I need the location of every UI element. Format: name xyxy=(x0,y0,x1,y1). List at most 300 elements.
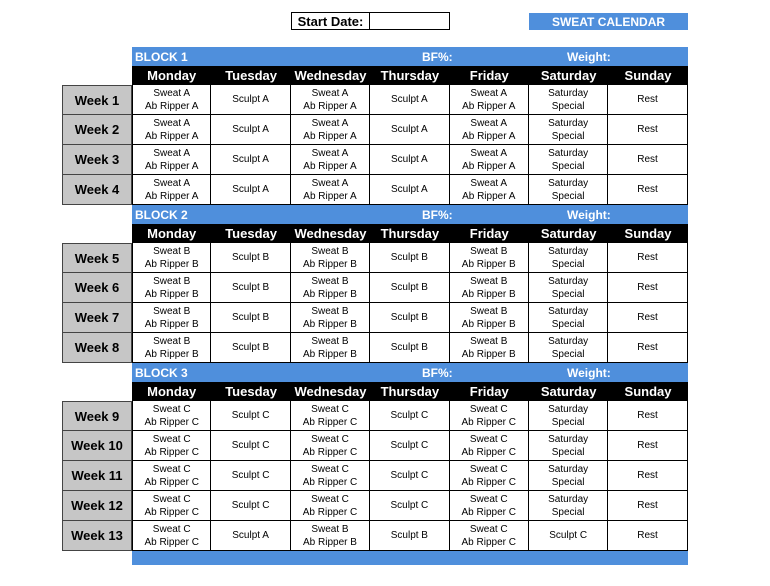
workout-line: Sweat C xyxy=(152,523,191,535)
workout-line: Sculpt B xyxy=(390,530,428,541)
workout-cell[interactable] xyxy=(132,333,211,363)
workout-line: Sweat A xyxy=(311,177,349,189)
day-header: Thursday xyxy=(380,384,440,399)
workout-line: Saturday xyxy=(548,275,589,287)
workout-line: Ab Ripper C xyxy=(461,506,516,518)
workout-cell[interactable] xyxy=(450,145,529,175)
workout-line: Sculpt C xyxy=(390,500,429,511)
workout-line: Sweat A xyxy=(311,87,349,99)
day-header: Monday xyxy=(147,226,197,241)
workout-line: Sweat A xyxy=(153,177,191,189)
workout-line: Saturday xyxy=(548,433,589,445)
workout-line: Sculpt A xyxy=(232,154,269,165)
workout-cell[interactable] xyxy=(529,273,608,303)
workout-line: Ab Ripper B xyxy=(144,258,199,270)
calendar-title: SWEAT CALENDAR xyxy=(529,13,688,30)
workout-line: Special xyxy=(551,100,585,112)
workout-cell[interactable] xyxy=(291,431,370,461)
workout-cell[interactable] xyxy=(450,521,529,551)
workout-line: Ab Ripper C xyxy=(144,476,199,488)
workout-line: Ab Ripper C xyxy=(461,476,516,488)
workout-line: Sculpt C xyxy=(231,410,270,421)
workout-line: Sculpt A xyxy=(391,184,428,195)
bf-label: BF%: xyxy=(422,208,453,222)
workout-line: Sweat C xyxy=(311,403,349,415)
day-header: Saturday xyxy=(540,384,597,399)
workout-line: Rest xyxy=(637,312,658,323)
block-header xyxy=(132,47,688,66)
workout-line: Saturday xyxy=(548,403,589,415)
workout-line: Sculpt A xyxy=(232,184,269,195)
workout-cell[interactable] xyxy=(211,273,290,303)
workout-line: Ab Ripper C xyxy=(144,536,199,548)
workout-line: Ab Ripper C xyxy=(461,416,516,428)
workout-line: Sweat A xyxy=(153,117,191,129)
workout-line: Special xyxy=(551,160,585,172)
workout-line: Sculpt B xyxy=(390,252,428,263)
workout-line: Ab Ripper A xyxy=(303,130,357,142)
weight-label: Weight: xyxy=(567,50,611,64)
workout-cell[interactable] xyxy=(529,115,608,145)
workout-cell[interactable] xyxy=(291,461,370,491)
workout-cell[interactable] xyxy=(211,85,290,115)
workout-line: Ab Ripper B xyxy=(303,258,357,270)
workout-line: Rest xyxy=(637,124,658,135)
week-row xyxy=(62,333,688,363)
workout-cell[interactable] xyxy=(291,273,370,303)
workout-line: Ab Ripper B xyxy=(144,318,199,330)
workout-line: Sweat A xyxy=(153,147,191,159)
workout-line: Sculpt A xyxy=(391,94,428,105)
workout-line: Sweat C xyxy=(152,433,191,445)
workout-cell[interactable] xyxy=(450,85,529,115)
workout-line: Rest xyxy=(637,282,658,293)
workout-line: Sweat A xyxy=(311,147,349,159)
workout-cell[interactable] xyxy=(370,273,449,303)
week-label: Week 5 xyxy=(62,243,132,273)
bf-label: BF%: xyxy=(422,50,453,64)
workout-line: Sweat C xyxy=(311,493,349,505)
block-header xyxy=(132,363,688,382)
day-header: Saturday xyxy=(540,68,597,83)
week-row xyxy=(62,243,688,273)
workout-line: Special xyxy=(551,318,585,330)
day-header: Tuesday xyxy=(225,226,277,241)
block-header xyxy=(132,205,688,224)
workout-line: Ab Ripper B xyxy=(144,288,199,300)
workout-line: Special xyxy=(551,288,585,300)
workout-line: Ab Ripper B xyxy=(303,536,357,548)
workout-cell[interactable] xyxy=(370,401,449,431)
workout-line: Ab Ripper B xyxy=(303,288,357,300)
day-header: Friday xyxy=(469,68,509,83)
footer-bar xyxy=(132,551,688,565)
workout-line: Sweat A xyxy=(470,87,508,99)
week-row xyxy=(62,115,688,145)
workout-cell[interactable] xyxy=(608,243,687,273)
workout-line: Ab Ripper B xyxy=(461,258,516,270)
workout-cell[interactable] xyxy=(211,115,290,145)
workout-line: Sweat B xyxy=(470,245,508,257)
workout-cell[interactable] xyxy=(529,333,608,363)
workout-line: Special xyxy=(551,190,585,202)
week-row xyxy=(62,273,688,303)
day-header: Thursday xyxy=(380,226,440,241)
workout-cell[interactable] xyxy=(211,243,290,273)
workout-cell[interactable] xyxy=(370,303,449,333)
workout-cell[interactable] xyxy=(211,521,290,551)
week-row xyxy=(62,85,688,115)
workout-cell[interactable] xyxy=(132,303,211,333)
workout-line: Saturday xyxy=(548,463,589,475)
day-header: Thursday xyxy=(380,68,440,83)
workout-line: Rest xyxy=(637,440,658,451)
workout-line: Sweat B xyxy=(470,275,508,287)
workout-cell[interactable] xyxy=(132,491,211,521)
day-header: Wednesday xyxy=(294,384,367,399)
workout-line: Sculpt B xyxy=(390,282,428,293)
workout-cell[interactable] xyxy=(450,303,529,333)
workout-line: Sculpt A xyxy=(391,124,428,135)
workout-line: Sculpt C xyxy=(390,440,429,451)
workout-cell[interactable] xyxy=(608,145,687,175)
workout-line: Ab Ripper C xyxy=(144,416,199,428)
calendar-sheet xyxy=(62,47,688,565)
workout-line: Sculpt A xyxy=(232,530,269,541)
workout-cell[interactable] xyxy=(291,491,370,521)
workout-cell[interactable] xyxy=(132,461,211,491)
day-header-row xyxy=(132,66,688,85)
workout-line: Rest xyxy=(637,410,658,421)
day-header-row xyxy=(132,224,688,243)
start-date-label: Start Date: xyxy=(291,12,370,30)
workout-cell[interactable] xyxy=(370,431,449,461)
workout-line: Sculpt C xyxy=(231,440,270,451)
workout-line: Saturday xyxy=(548,147,589,159)
workout-line: Sculpt A xyxy=(232,124,269,135)
workout-cell[interactable] xyxy=(291,521,370,551)
workout-line: Ab Ripper A xyxy=(145,130,199,142)
workout-line: Sculpt A xyxy=(232,94,269,105)
workout-line: Rest xyxy=(637,184,658,195)
workout-cell[interactable] xyxy=(608,175,687,205)
day-header: Wednesday xyxy=(294,68,367,83)
block-name: BLOCK 3 xyxy=(135,366,188,380)
workout-line: Sweat A xyxy=(470,147,508,159)
workout-line: Ab Ripper C xyxy=(461,536,516,548)
day-header: Wednesday xyxy=(294,226,367,241)
workout-cell[interactable] xyxy=(450,431,529,461)
workout-line: Ab Ripper B xyxy=(461,348,516,360)
day-header-row xyxy=(132,382,688,401)
week-group xyxy=(62,243,688,363)
workout-cell[interactable] xyxy=(291,85,370,115)
week-label: Week 10 xyxy=(62,431,132,461)
workout-line: Ab Ripper C xyxy=(302,446,358,458)
block-name: BLOCK 1 xyxy=(135,50,188,64)
workout-cell[interactable] xyxy=(529,243,608,273)
workout-line: Ab Ripper B xyxy=(461,288,516,300)
workout-cell[interactable] xyxy=(211,303,290,333)
workout-cell[interactable] xyxy=(450,175,529,205)
workout-line: Ab Ripper B xyxy=(303,318,357,330)
workout-cell[interactable] xyxy=(132,243,211,273)
workout-line: Sweat B xyxy=(311,335,349,347)
workout-cell[interactable] xyxy=(211,401,290,431)
week-label: Week 13 xyxy=(62,521,132,551)
workout-line: Saturday xyxy=(548,177,589,189)
workout-cell[interactable] xyxy=(370,491,449,521)
workout-line: Sweat C xyxy=(152,493,191,505)
week-label: Week 2 xyxy=(62,115,132,145)
week-row xyxy=(62,431,688,461)
workout-cell[interactable] xyxy=(370,115,449,145)
workout-cell[interactable] xyxy=(291,401,370,431)
week-row xyxy=(62,491,688,521)
workout-cell[interactable] xyxy=(132,115,211,145)
workout-line: Sweat A xyxy=(153,87,191,99)
workout-cell[interactable] xyxy=(370,333,449,363)
workout-line: Rest xyxy=(637,500,658,511)
workout-line: Rest xyxy=(637,252,658,263)
workout-line: Sweat B xyxy=(311,245,349,257)
workout-cell[interactable] xyxy=(529,491,608,521)
workout-cell[interactable] xyxy=(132,85,211,115)
workout-line: Sweat B xyxy=(153,275,191,287)
workout-line: Sculpt A xyxy=(391,154,428,165)
workout-line: Ab Ripper A xyxy=(145,190,199,202)
workout-line: Sweat C xyxy=(469,493,508,505)
workout-cell[interactable] xyxy=(132,431,211,461)
week-label: Week 4 xyxy=(62,175,132,205)
week-row xyxy=(62,175,688,205)
workout-cell[interactable] xyxy=(608,491,687,521)
workout-line: Sweat B xyxy=(311,523,349,535)
workout-cell[interactable] xyxy=(529,85,608,115)
workout-cell[interactable] xyxy=(450,333,529,363)
workout-line: Sculpt B xyxy=(390,342,428,353)
workout-cell[interactable] xyxy=(132,145,211,175)
workout-line: Ab Ripper A xyxy=(462,100,516,112)
week-row xyxy=(62,145,688,175)
workout-line: Special xyxy=(551,348,585,360)
workout-line: Saturday xyxy=(548,335,589,347)
workout-line: Sweat C xyxy=(469,403,508,415)
workout-line: Rest xyxy=(637,94,658,105)
workout-cell[interactable] xyxy=(529,303,608,333)
workout-line: Sculpt B xyxy=(231,312,270,323)
week-label: Week 12 xyxy=(62,491,132,521)
workout-cell[interactable] xyxy=(608,461,687,491)
workout-cell[interactable] xyxy=(608,401,687,431)
workout-cell[interactable] xyxy=(608,303,687,333)
workout-cell[interactable] xyxy=(450,461,529,491)
workout-line: Ab Ripper A xyxy=(303,100,357,112)
workout-cell[interactable] xyxy=(370,175,449,205)
day-header: Friday xyxy=(469,226,509,241)
day-header: Tuesday xyxy=(225,384,277,399)
workout-cell[interactable] xyxy=(608,431,687,461)
week-row xyxy=(62,521,688,551)
workout-line: Ab Ripper A xyxy=(462,130,516,142)
workout-cell[interactable] xyxy=(529,431,608,461)
workout-cell[interactable] xyxy=(211,175,290,205)
workout-cell[interactable] xyxy=(529,521,608,551)
week-label: Week 9 xyxy=(62,401,132,431)
workout-line: Sweat C xyxy=(311,433,349,445)
workout-line: Sculpt B xyxy=(390,312,428,323)
week-group xyxy=(62,401,688,551)
workout-cell[interactable] xyxy=(370,461,449,491)
week-row xyxy=(62,303,688,333)
workout-cell[interactable] xyxy=(291,145,370,175)
workout-cell[interactable] xyxy=(529,461,608,491)
workout-cell[interactable] xyxy=(291,175,370,205)
workout-cell[interactable] xyxy=(211,431,290,461)
workout-cell[interactable] xyxy=(211,461,290,491)
workout-line: Saturday xyxy=(548,493,589,505)
workout-cell[interactable] xyxy=(608,273,687,303)
workout-cell[interactable] xyxy=(291,303,370,333)
workout-line: Ab Ripper A xyxy=(145,100,199,112)
day-header: Monday xyxy=(147,68,197,83)
week-label: Week 1 xyxy=(62,85,132,115)
workout-cell[interactable] xyxy=(529,145,608,175)
workout-line: Sweat B xyxy=(470,305,508,317)
workout-line: Ab Ripper C xyxy=(302,416,358,428)
workout-line: Special xyxy=(551,446,585,458)
workout-cell[interactable] xyxy=(211,491,290,521)
workout-line: Rest xyxy=(637,154,658,165)
workout-line: Sweat B xyxy=(311,305,349,317)
workout-line: Ab Ripper A xyxy=(303,160,357,172)
day-header: Saturday xyxy=(540,226,597,241)
week-group xyxy=(62,85,688,205)
workout-line: Sculpt B xyxy=(231,282,270,293)
workout-cell[interactable] xyxy=(132,175,211,205)
workout-cell[interactable] xyxy=(608,521,687,551)
workout-line: Rest xyxy=(637,530,658,541)
workout-line: Saturday xyxy=(548,245,589,257)
weight-label: Weight: xyxy=(567,366,611,380)
workout-cell[interactable] xyxy=(370,521,449,551)
day-header: Tuesday xyxy=(225,68,277,83)
workout-line: Sweat C xyxy=(311,463,349,475)
workout-cell[interactable] xyxy=(370,243,449,273)
workout-line: Saturday xyxy=(548,117,589,129)
workout-cell[interactable] xyxy=(291,243,370,273)
workout-line: Sculpt B xyxy=(231,342,270,353)
workout-line: Sweat B xyxy=(311,275,349,287)
workout-cell[interactable] xyxy=(211,333,290,363)
week-label: Week 7 xyxy=(62,303,132,333)
workout-line: Ab Ripper B xyxy=(461,318,516,330)
workout-line: Sweat C xyxy=(152,403,191,415)
workout-cell[interactable] xyxy=(450,401,529,431)
workout-line: Sweat C xyxy=(469,523,508,535)
workout-line: Sculpt C xyxy=(390,410,429,421)
workout-line: Sculpt B xyxy=(231,252,270,263)
week-label: Week 6 xyxy=(62,273,132,303)
week-row xyxy=(62,401,688,431)
workout-line: Special xyxy=(551,416,585,428)
workout-line: Special xyxy=(551,476,585,488)
workout-line: Sweat B xyxy=(153,335,191,347)
workout-line: Saturday xyxy=(548,87,589,99)
workout-line: Rest xyxy=(637,342,658,353)
workout-line: Sweat A xyxy=(311,117,349,129)
weight-label: Weight: xyxy=(567,208,611,222)
workout-line: Sculpt C xyxy=(231,500,270,511)
workout-cell[interactable] xyxy=(529,175,608,205)
block-name: BLOCK 2 xyxy=(135,208,188,222)
workout-cell[interactable] xyxy=(450,115,529,145)
workout-cell[interactable] xyxy=(450,243,529,273)
workout-cell[interactable] xyxy=(450,491,529,521)
workout-line: Ab Ripper C xyxy=(461,446,516,458)
workout-cell[interactable] xyxy=(132,273,211,303)
workout-line: Special xyxy=(551,258,585,270)
start-date-field[interactable] xyxy=(370,12,450,30)
workout-line: Sweat B xyxy=(470,335,508,347)
day-header: Sunday xyxy=(624,384,672,399)
workout-cell[interactable] xyxy=(608,333,687,363)
workout-line: Ab Ripper C xyxy=(302,476,358,488)
workout-line: Sweat B xyxy=(153,305,191,317)
workout-cell[interactable] xyxy=(370,85,449,115)
day-header: Friday xyxy=(469,384,509,399)
workout-line: Sweat C xyxy=(469,463,508,475)
workout-line: Ab Ripper A xyxy=(303,190,357,202)
week-label: Week 3 xyxy=(62,145,132,175)
workout-line: Ab Ripper C xyxy=(302,506,358,518)
workout-line: Ab Ripper C xyxy=(144,446,199,458)
workout-cell[interactable] xyxy=(291,115,370,145)
day-header: Sunday xyxy=(624,68,672,83)
workout-line: Saturday xyxy=(548,305,589,317)
day-header: Monday xyxy=(147,384,197,399)
workout-line: Ab Ripper C xyxy=(144,506,199,518)
workout-line: Sweat B xyxy=(153,245,191,257)
workout-line: Sculpt C xyxy=(549,530,588,541)
workout-line: Sculpt C xyxy=(231,470,270,481)
workout-cell[interactable] xyxy=(608,85,687,115)
workout-line: Sweat A xyxy=(470,117,508,129)
workout-line: Ab Ripper A xyxy=(462,160,516,172)
workout-cell[interactable] xyxy=(608,115,687,145)
bf-label: BF%: xyxy=(422,366,453,380)
workout-line: Sweat C xyxy=(152,463,191,475)
week-row xyxy=(62,461,688,491)
workout-line: Rest xyxy=(637,470,658,481)
workout-cell[interactable] xyxy=(370,145,449,175)
workout-line: Special xyxy=(551,506,585,518)
workout-line: Ab Ripper A xyxy=(145,160,199,172)
week-label: Week 8 xyxy=(62,333,132,363)
workout-cell[interactable] xyxy=(211,145,290,175)
workout-cell[interactable] xyxy=(291,333,370,363)
workout-line: Ab Ripper B xyxy=(303,348,357,360)
workout-line: Ab Ripper B xyxy=(144,348,199,360)
workout-line: Sculpt C xyxy=(390,470,429,481)
workout-line: Sweat C xyxy=(469,433,508,445)
workout-cell[interactable] xyxy=(529,401,608,431)
workout-line: Sweat A xyxy=(470,177,508,189)
workout-line: Special xyxy=(551,130,585,142)
workout-cell[interactable] xyxy=(450,273,529,303)
workout-cell[interactable] xyxy=(132,401,211,431)
workout-cell[interactable] xyxy=(132,521,211,551)
